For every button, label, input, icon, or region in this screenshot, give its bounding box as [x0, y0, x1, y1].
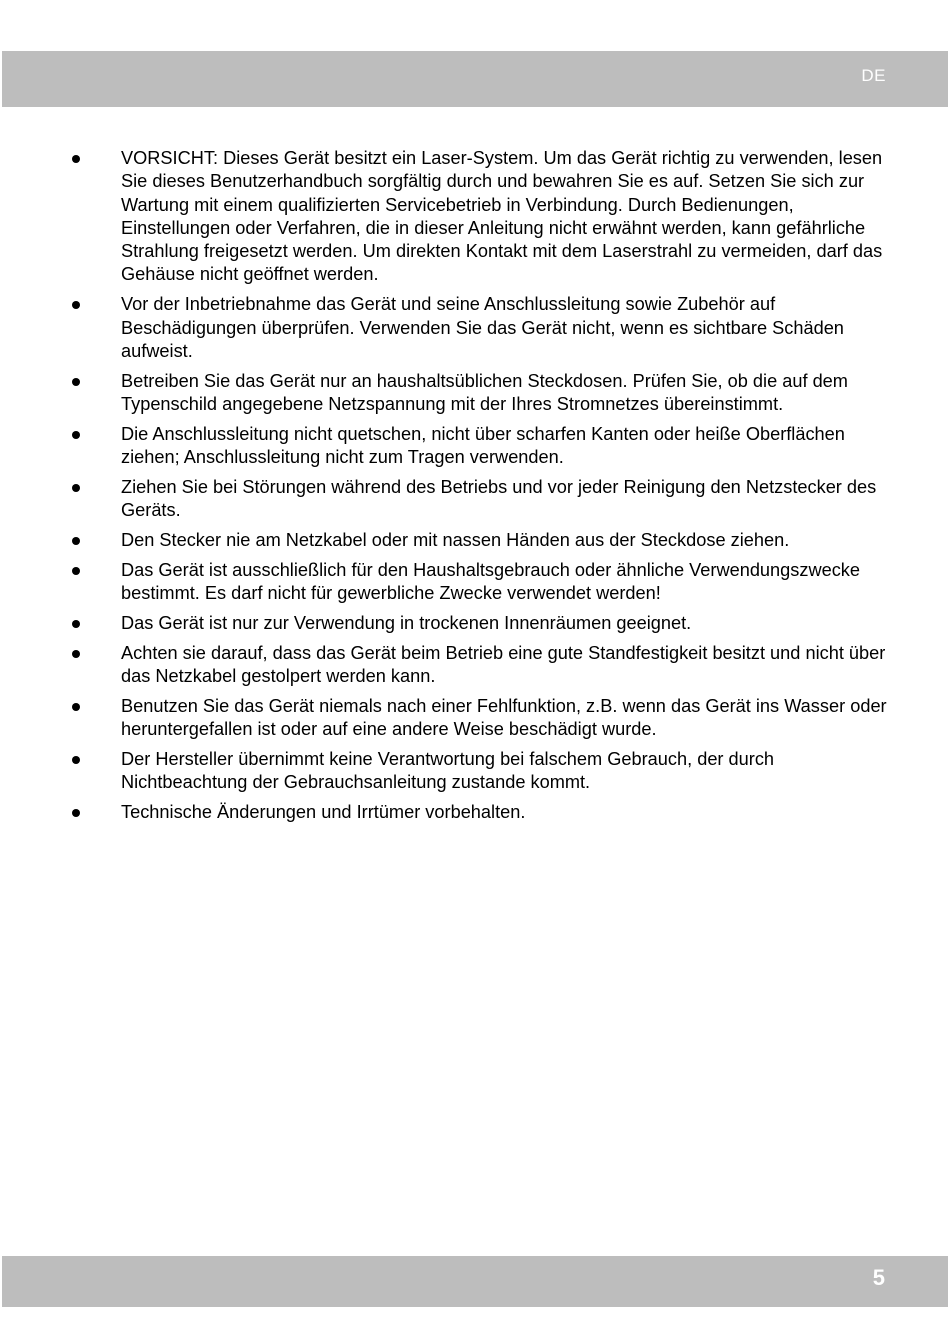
list-item [0, 293, 950, 363]
list-item [0, 559, 950, 606]
list-item [0, 801, 950, 824]
list-item-text: Der Hersteller übernimmt keine Verantwortung bei falschem Gebrauch, der durch Nichtbeachtung der Gebrauchsanleitung zustande kommt. [121, 748, 775, 793]
list-item-text: Achten sie darauf, dass das Gerät beim Betrieb eine gute Standfestigkeit besitzt und nicht über das Netzkabel gestolpert werden kann. [121, 642, 886, 686]
list-item [0, 423, 950, 470]
bullet-icon [72, 620, 80, 628]
list-item-text: Den Stecker nie am Netzkabel oder mit nassen Händen aus der Steckdose ziehen. [121, 529, 790, 550]
bullet-icon [72, 378, 80, 386]
list-item-text: Die Anschlussleitung nicht quetschen, nicht über scharfen Kanten oder heiße Oberflächen ziehen; Anschlussleitung nicht zum Tragen verwenden. [121, 423, 845, 468]
page-number: 5 [872, 1265, 885, 1290]
bullet-icon [72, 809, 80, 817]
list-item [0, 370, 950, 417]
bullet-icon [72, 301, 80, 309]
list-item [0, 695, 950, 742]
bullet-icon [72, 484, 80, 492]
bullet-icon [72, 650, 80, 658]
list-item-text: Das Gerät ist nur zur Verwendung in trockenen Innenräumen geeignet. [121, 612, 692, 633]
bullet-icon [72, 537, 80, 545]
list-item-text: Benutzen Sie das Gerät niemals nach einer Fehlfunktion, z.B. wenn das Gerät ins Wasser oder heruntergefallen ist oder auf eine andere Weise beschädigt wurde. [121, 695, 887, 740]
list-item-text: VORSICHT: Dieses Gerät besitzt ein Laser-System. Um das Gerät richtig zu verwenden, lesen Sie dieses Benutzerhandbuch sorgfältig durch und bewahren Sie es auf. Setzen Sie sich zur Wartung mit einem qualifizierten Servicebetrieb in Verbindung. Durch Bedienungen, Einstellungen oder Verfahren, die in dieser Anleitung nicht erwähnt werden, kann gefährliche Strahlung freigesetzt werden. Um direkten Kontakt mit dem Laserstrahl zu vermeiden, darf das Gehäuse nicht geöffnet werden. [121, 148, 883, 285]
list-item [0, 642, 950, 689]
bullet-icon [72, 703, 80, 711]
list-item-text: Ziehen Sie bei Störungen während des Betriebs und vor jeder Reinigung den Netzstecker des Geräts. [121, 476, 877, 521]
language-label: DE [861, 66, 886, 85]
list-item [0, 147, 950, 287]
list-item [0, 612, 950, 635]
list-item [0, 476, 950, 523]
bullet-list [0, 147, 950, 824]
bullet-icon [72, 431, 80, 439]
bullet-icon [72, 155, 80, 163]
header-bar [2, 51, 948, 107]
safety-instructions [0, 147, 950, 831]
bullet-icon [72, 756, 80, 764]
list-item-text: Vor der Inbetriebnahme das Gerät und seine Anschlussleitung sowie Zubehör auf Beschädigungen überprüfen. Verwenden Sie das Gerät nicht, wenn es sichtbare Schäden aufweist. [121, 294, 844, 361]
list-item [0, 748, 950, 795]
list-item [0, 529, 950, 552]
bullet-icon [72, 567, 80, 575]
list-item-text: Technische Änderungen und Irrtümer vorbehalten. [121, 801, 526, 822]
list-item-text: Das Gerät ist ausschließlich für den Haushaltsgebrauch oder ähnliche Verwendungszwecke bestimmt. Es darf nicht für gewerbliche Zwecke verwendet werden! [121, 559, 861, 604]
footer-bar [2, 1256, 948, 1307]
list-item-text: Betreiben Sie das Gerät nur an haushaltsüblichen Steckdosen. Prüfen Sie, ob die auf dem Typenschild angegebene Netzspannung mit der Ihres Stromnetzes übereinstimmt. [121, 370, 848, 414]
